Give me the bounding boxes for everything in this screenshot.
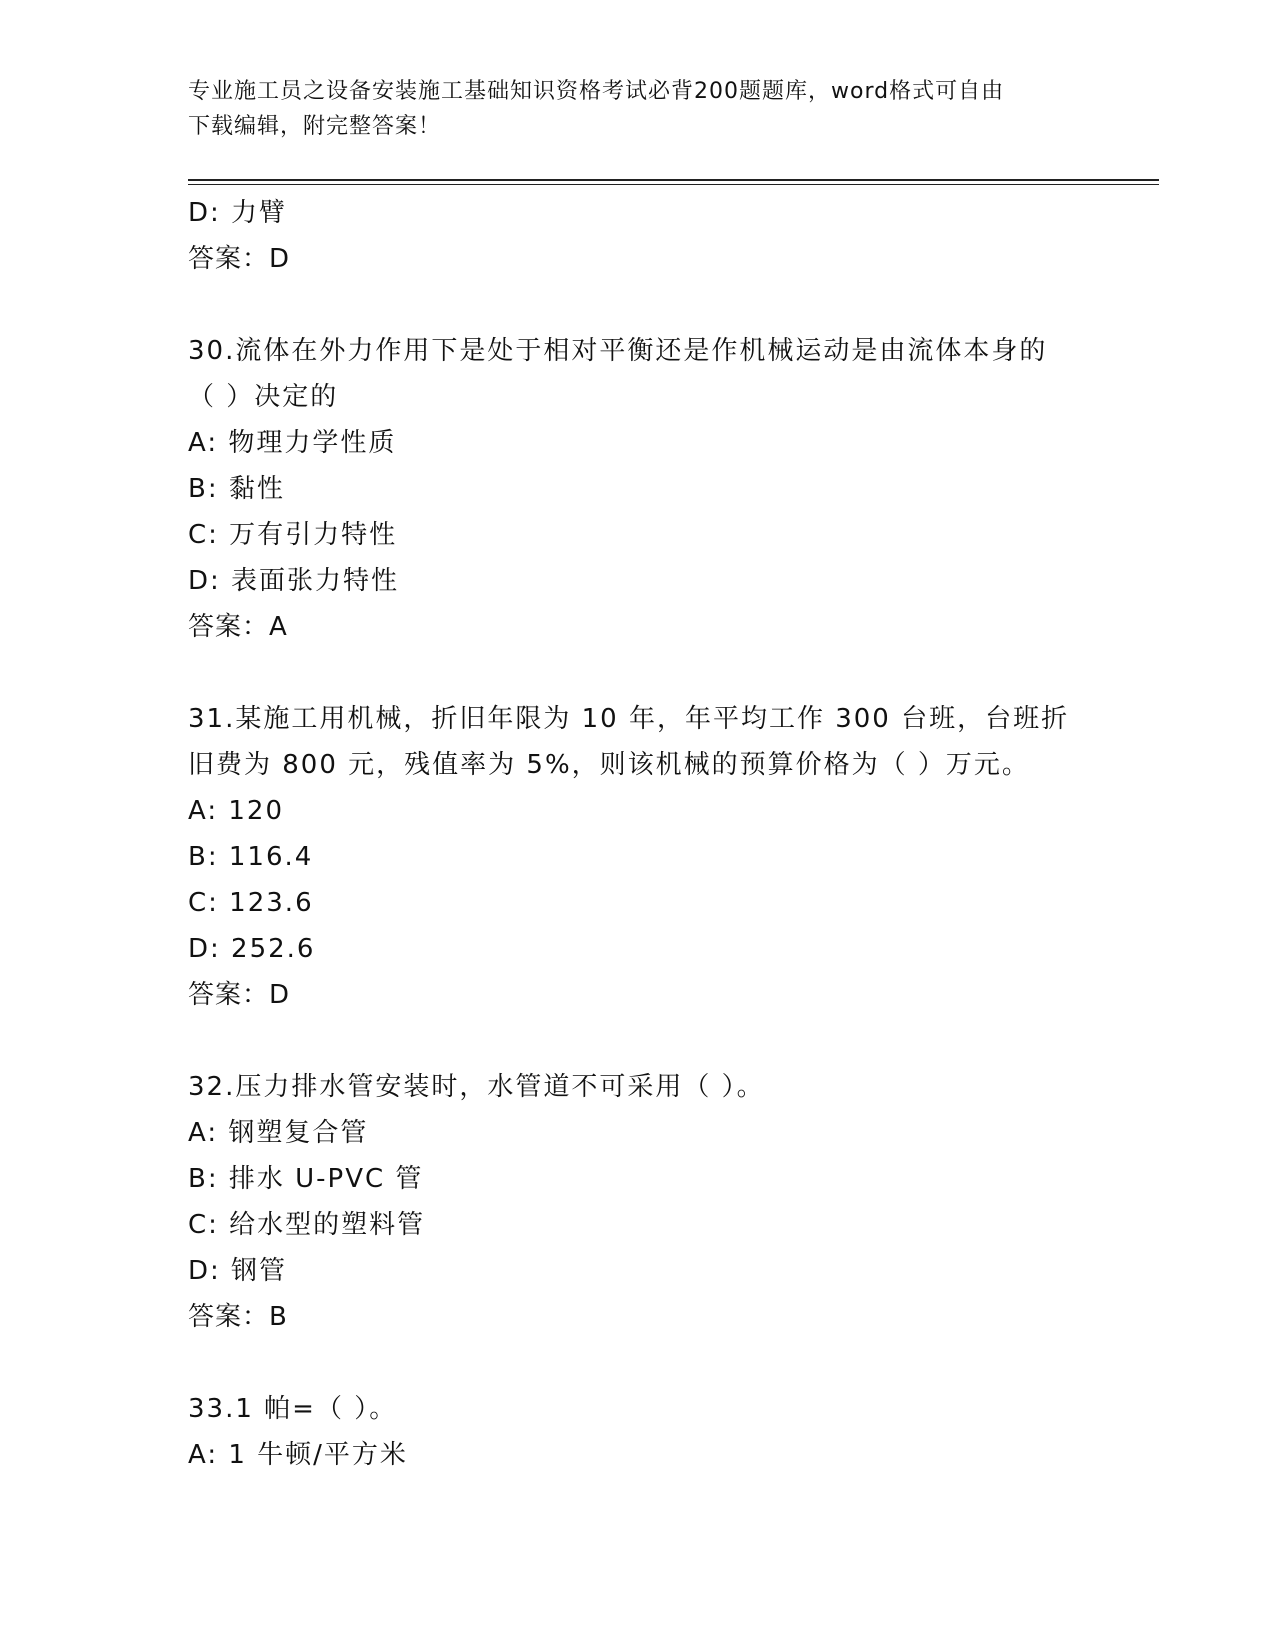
header-line-2: 下载编辑，附完整答案！	[188, 114, 442, 139]
question-stem: 33.1 帕=（ ）。	[188, 1394, 398, 1424]
question-list	[188, 190, 1138, 1478]
question-32	[188, 1064, 1138, 1340]
header-line-1: 专业施工员之设备安装施工基础知识资格考试必背200题题库，word格式可自由	[188, 79, 1005, 104]
option-a: A: 1 牛顿/平方米	[188, 1440, 408, 1470]
spacer	[188, 282, 1138, 328]
option-d: D: 252.6	[188, 934, 316, 964]
spacer	[188, 650, 1138, 696]
answer: 答案：A	[188, 612, 288, 642]
option-d: D: 表面张力特性	[188, 566, 400, 596]
document-header	[188, 74, 1068, 144]
spacer	[188, 1340, 1138, 1386]
option-d: D: 钢管	[188, 1256, 288, 1286]
question-33	[188, 1386, 1138, 1478]
answer: 答案：D	[188, 980, 291, 1010]
question-31	[188, 696, 1138, 1018]
option-a: A: 120	[188, 796, 284, 826]
question-stem: 31.某施工用机械，折旧年限为 10 年，年平均工作 300 台班，台班折	[188, 704, 1070, 734]
question-stem: 30.流体在外力作用下是处于相对平衡还是作机械运动是由流体本身的	[188, 336, 1048, 366]
answer: 答案：D	[188, 244, 291, 274]
question-stem: 32.压力排水管安装时，水管道不可采用（ ）。	[188, 1072, 765, 1102]
spacer	[188, 1018, 1138, 1064]
answer: 答案：B	[188, 1302, 288, 1332]
option-b: B: 黏性	[188, 474, 285, 504]
question-stem-cont: 旧费为 800 元，残值率为 5%，则该机械的预算价格为（ ）万元。	[188, 750, 1030, 780]
option-a: A: 钢塑复合管	[188, 1118, 369, 1148]
option-b: B: 116.4	[188, 842, 314, 872]
option-b: B: 排水 U-PVC 管	[188, 1164, 424, 1194]
header-divider	[188, 179, 1159, 181]
option-c: C: 给水型的塑料管	[188, 1210, 426, 1240]
question-stem-cont: （ ）决定的	[188, 382, 339, 412]
option-c: C: 万有引力特性	[188, 520, 398, 550]
option-d: D: 力臂	[188, 198, 288, 228]
question-30	[188, 328, 1138, 650]
option-c: C: 123.6	[188, 888, 314, 918]
header-divider-thin	[188, 184, 1159, 185]
option-a: A: 物理力学性质	[188, 428, 397, 458]
